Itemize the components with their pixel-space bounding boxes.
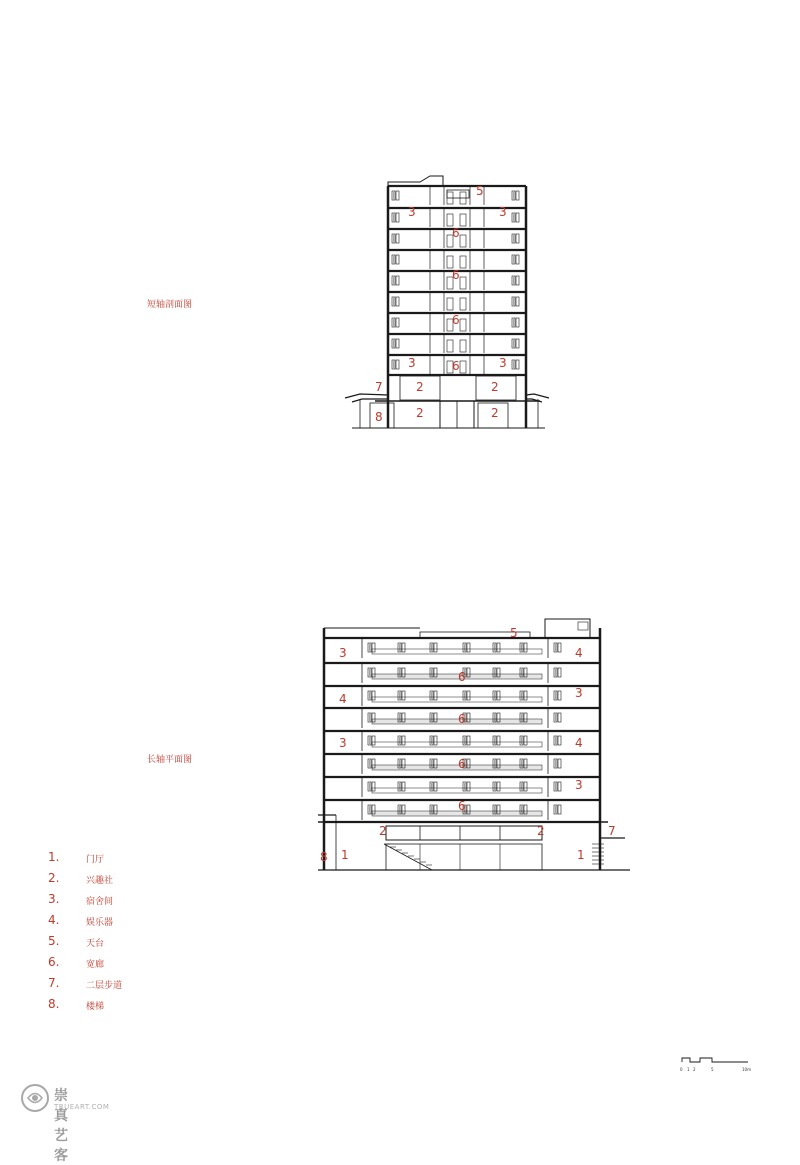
room-number: 2	[416, 380, 424, 394]
corridor-band	[372, 697, 542, 702]
window	[516, 213, 519, 222]
room-number: 6	[458, 670, 466, 684]
room-number: 2	[416, 406, 424, 420]
room-number: 3	[408, 205, 416, 219]
legend-text: 娱乐器	[86, 918, 114, 928]
legend-item	[48, 892, 248, 912]
room-number: 8	[320, 850, 328, 864]
window	[524, 782, 527, 791]
corridor-band	[372, 765, 542, 770]
room-number: 3	[575, 686, 583, 700]
window	[434, 736, 437, 745]
door	[460, 214, 466, 226]
room-number: 3	[408, 356, 416, 370]
roof-parapet	[388, 176, 443, 186]
window	[402, 736, 405, 745]
scale-label: 10m	[742, 1067, 751, 1072]
legend-item	[48, 871, 248, 891]
window	[524, 643, 527, 652]
door	[460, 319, 466, 331]
window	[396, 339, 399, 348]
window	[402, 643, 405, 652]
window	[516, 360, 519, 369]
legend-item	[48, 850, 248, 870]
window	[558, 805, 561, 814]
window	[516, 191, 519, 200]
window	[558, 713, 561, 722]
window	[396, 276, 399, 285]
window	[516, 318, 519, 327]
window	[558, 782, 561, 791]
window	[396, 255, 399, 264]
window	[396, 318, 399, 327]
room-number: 6	[458, 799, 466, 813]
room-number: 3	[339, 736, 347, 750]
window	[467, 691, 470, 700]
watermark-site: TRUEART.COM	[54, 1103, 110, 1111]
legend-number: 7.	[48, 976, 60, 990]
window	[434, 691, 437, 700]
room-number: 3	[575, 778, 583, 792]
room-number: 3	[339, 646, 347, 660]
window	[396, 213, 399, 222]
window	[497, 736, 500, 745]
window	[467, 736, 470, 745]
short-axis-section-title: 短轴剖面图	[147, 300, 193, 310]
corridor-band	[372, 674, 542, 679]
door	[447, 298, 453, 310]
room-number: 6	[452, 359, 460, 373]
scale-label: 1	[687, 1067, 690, 1072]
corridor-band	[372, 742, 542, 747]
corridor-band	[372, 788, 542, 793]
window	[396, 191, 399, 200]
room-number: 6	[458, 712, 466, 726]
stair-stringer	[384, 844, 432, 870]
window	[434, 782, 437, 791]
window	[467, 782, 470, 791]
window	[396, 234, 399, 243]
door	[447, 256, 453, 268]
long-axis-section-title: 长轴平面图	[147, 755, 193, 765]
legend-text: 天台	[86, 939, 105, 949]
door	[460, 235, 466, 247]
window	[558, 668, 561, 677]
window	[516, 276, 519, 285]
ground-hall	[386, 844, 542, 870]
long-axis-section	[318, 619, 630, 870]
room-number: 7	[608, 824, 616, 838]
window	[467, 643, 470, 652]
scale-label: 0	[680, 1067, 683, 1072]
window	[497, 643, 500, 652]
legend-text: 宿舍间	[86, 897, 114, 907]
window	[516, 255, 519, 264]
door	[460, 277, 466, 289]
legend-item	[48, 997, 248, 1017]
legend-text: 二层步道	[86, 981, 123, 991]
legend-number: 3.	[48, 892, 60, 906]
room-number: 8	[375, 410, 383, 424]
window	[402, 691, 405, 700]
watermark	[20, 1083, 110, 1164]
window	[558, 643, 561, 652]
room-number: 2	[491, 406, 499, 420]
window	[372, 691, 375, 700]
window	[497, 782, 500, 791]
room-number: 4	[339, 692, 347, 706]
legend-number: 8.	[48, 997, 60, 1011]
window	[396, 297, 399, 306]
window	[516, 339, 519, 348]
room-number: 6	[452, 268, 460, 282]
corridor-band	[372, 649, 542, 654]
window	[372, 782, 375, 791]
window	[524, 736, 527, 745]
door	[447, 214, 453, 226]
watermark-name: 崇真艺客	[54, 1088, 68, 1164]
window	[558, 736, 561, 745]
legend-item	[48, 913, 248, 933]
room-number: 6	[452, 313, 460, 327]
room-number: 4	[575, 646, 583, 660]
room-number: 5	[476, 184, 484, 198]
window	[516, 297, 519, 306]
scale-bar	[682, 1058, 748, 1062]
room-number: 7	[375, 380, 383, 394]
podium-glazing	[386, 826, 542, 840]
watermark-logo-icon	[20, 1083, 50, 1113]
legend-text: 楼梯	[86, 1002, 105, 1012]
room-number: 4	[575, 736, 583, 750]
room-number: 3	[499, 356, 507, 370]
legend-item	[48, 934, 248, 954]
room-number: 6	[452, 226, 460, 240]
room-number: 6	[458, 757, 466, 771]
scale-bar-line	[682, 1058, 748, 1062]
scale-label: 5	[711, 1067, 714, 1072]
corridor-band	[372, 719, 542, 724]
door	[460, 298, 466, 310]
window	[396, 360, 399, 369]
room-number: 5	[510, 626, 518, 640]
window	[497, 691, 500, 700]
corridor-band	[372, 811, 542, 816]
legend-text: 兴趣社	[86, 876, 114, 886]
legend-number: 5.	[48, 934, 60, 948]
window	[558, 691, 561, 700]
legend-number: 2.	[48, 871, 60, 885]
door	[460, 361, 466, 373]
window	[516, 234, 519, 243]
legend-item	[48, 976, 248, 996]
room-number: 2	[491, 380, 499, 394]
window	[524, 691, 527, 700]
window	[402, 782, 405, 791]
window	[434, 643, 437, 652]
legend-number: 4.	[48, 913, 60, 927]
door	[460, 256, 466, 268]
legend-text: 宽廊	[86, 960, 105, 970]
room-number: 1	[341, 848, 349, 862]
legend-number: 6.	[48, 955, 60, 969]
window	[372, 736, 375, 745]
room-number: 2	[537, 824, 545, 838]
legend-item	[48, 955, 248, 975]
room-number: 3	[499, 205, 507, 219]
scale-label: 2	[693, 1067, 696, 1072]
rooftop-vent	[578, 622, 588, 630]
legend-text: 门厅	[86, 855, 105, 865]
window	[372, 643, 375, 652]
room-number: 1	[577, 848, 585, 862]
room-number: 2	[379, 824, 387, 838]
window	[558, 759, 561, 768]
legend-number: 1.	[48, 850, 60, 864]
door	[447, 340, 453, 352]
door	[460, 340, 466, 352]
